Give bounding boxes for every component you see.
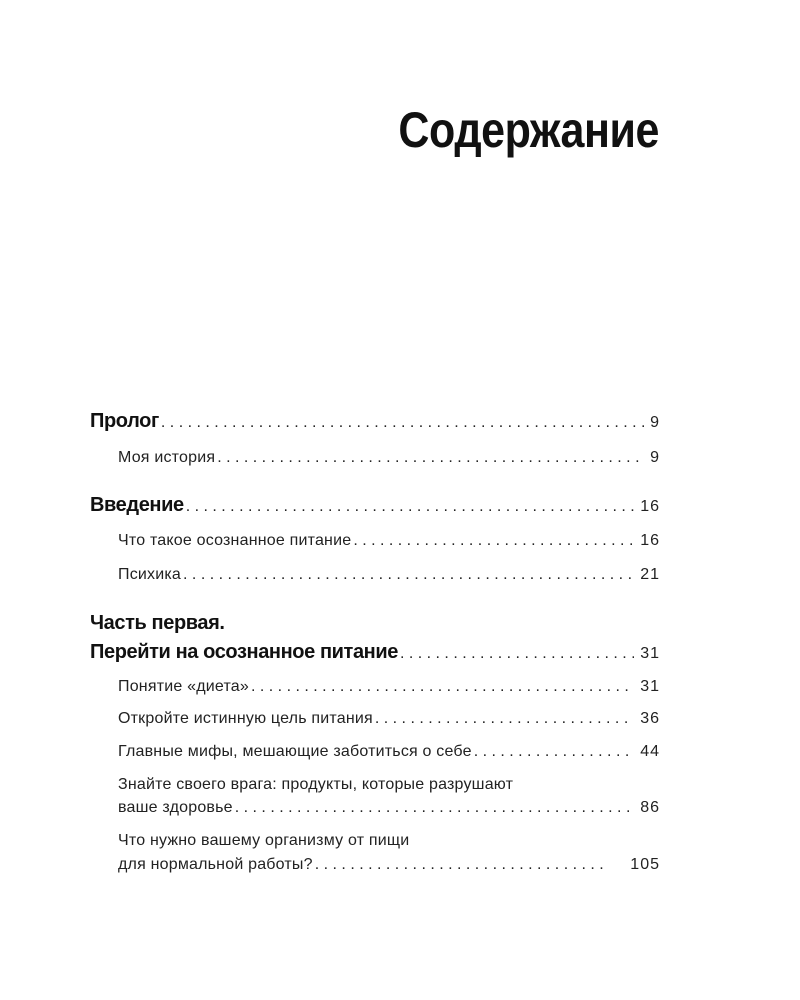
toc-section-title: Перейти на осознанное питание xyxy=(90,641,398,663)
toc-section-title: Пролог xyxy=(90,410,159,432)
page-number: 44 xyxy=(640,743,660,760)
page-number: 9 xyxy=(650,449,660,466)
toc-entry-body-needs[interactable] xyxy=(118,856,660,874)
toc-subsection-title: Главные мифы, мешающие заботиться о себе xyxy=(118,743,472,760)
dot-leader xyxy=(375,711,634,727)
toc-subsection-title-line1: Знайте своего врага: продукты, которые разрушают xyxy=(118,776,514,793)
toc-subsection-title: Понятие «диета» xyxy=(118,678,249,695)
page-number: 21 xyxy=(640,566,660,583)
toc-section-title: Введение xyxy=(90,494,184,516)
toc-subsection-title: Откройте истинную цель питания xyxy=(118,710,373,727)
toc-entry-main-myths[interactable] xyxy=(118,743,660,761)
dot-leader xyxy=(400,646,634,662)
dot-leader xyxy=(217,450,644,466)
toc-entry-part-one[interactable] xyxy=(90,641,660,664)
toc-entry-my-story[interactable] xyxy=(118,449,660,467)
toc-entry-prologue[interactable] xyxy=(90,410,660,433)
page-number: 16 xyxy=(640,498,660,515)
dot-leader xyxy=(161,415,644,431)
toc-subsection-title-line1: Что нужно вашему организму от пищи xyxy=(118,832,410,849)
toc-subsection-title: Что такое осознанное питание xyxy=(118,532,352,549)
dot-leader xyxy=(235,800,634,816)
toc-entry-introduction[interactable] xyxy=(90,494,660,517)
toc-entry-true-purpose[interactable] xyxy=(118,710,660,728)
dot-leader xyxy=(353,533,634,549)
page-number: 16 xyxy=(640,532,660,549)
toc-entry-what-is-mindful-eating[interactable] xyxy=(118,532,660,550)
toc-entry-psyche[interactable] xyxy=(118,566,660,584)
page-number: 105 xyxy=(630,856,660,873)
toc-part-label: Часть первая. xyxy=(90,612,225,634)
toc-entry-know-your-enemy[interactable] xyxy=(118,799,660,817)
toc-subsection-title: Психика xyxy=(118,566,182,583)
dot-leader xyxy=(474,744,635,760)
dot-leader xyxy=(251,679,634,695)
dot-leader xyxy=(315,857,609,873)
toc-subsection-title: Моя история xyxy=(118,449,216,466)
dot-leader xyxy=(183,567,634,583)
page-number: 31 xyxy=(640,645,660,662)
page-number: 86 xyxy=(640,799,660,816)
page-number: 9 xyxy=(650,414,660,431)
toc-subsection-title: для нормальной работы? xyxy=(118,856,313,873)
toc-entry-diet-concept[interactable] xyxy=(118,678,660,696)
page-number: 36 xyxy=(640,710,660,727)
page-title: Содержание xyxy=(398,102,659,158)
page-number: 31 xyxy=(640,678,660,695)
dot-leader xyxy=(186,499,634,515)
toc-subsection-title: ваше здоровье xyxy=(118,799,233,816)
